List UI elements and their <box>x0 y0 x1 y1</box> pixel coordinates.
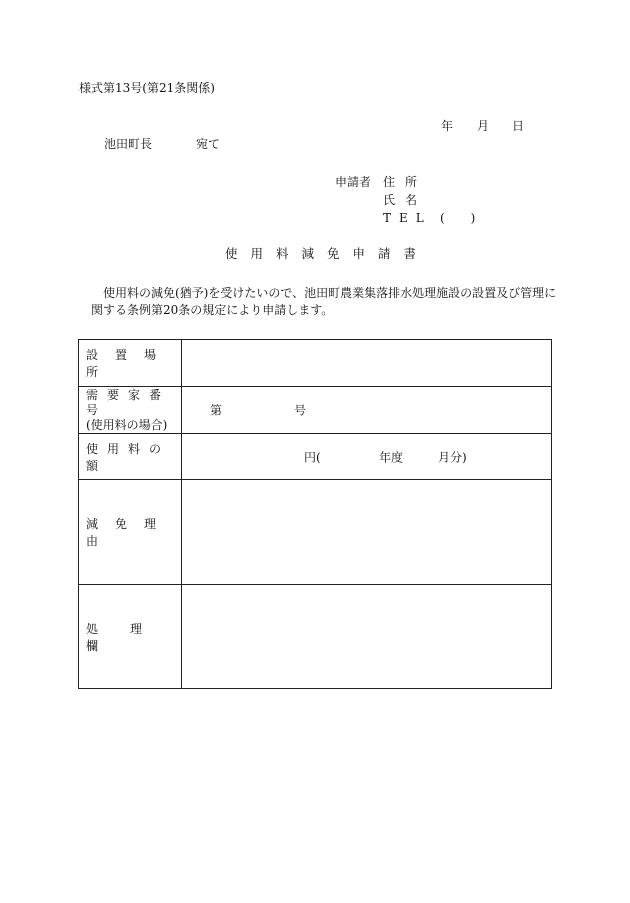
customer-number-prefix: 第 <box>210 403 223 418</box>
table-row <box>79 434 552 480</box>
addressee-suffix: 宛て <box>196 137 221 151</box>
date-day-label: 日 <box>512 119 525 133</box>
amount-value-cell[interactable] <box>182 434 552 480</box>
amount-label-cell <box>79 434 182 480</box>
table-row <box>79 585 552 689</box>
tel-label: TEL <box>383 211 432 225</box>
tel-parentheses: () <box>440 211 502 225</box>
document-title: 使用料減免申請書 <box>225 246 430 261</box>
date-year-label: 年 <box>441 119 454 133</box>
amount-fiscal-year-label: 年度 <box>379 450 404 464</box>
customer-number-label-cell <box>79 387 182 434</box>
customer-number-suffix: 号 <box>294 403 307 418</box>
location-label: 設置場所 <box>86 348 174 379</box>
location-value-cell[interactable] <box>182 340 552 387</box>
reason-label: 減免理由 <box>86 517 174 548</box>
table-row <box>79 340 552 387</box>
amount-label: 使用料の額 <box>86 441 171 473</box>
customer-number-value-cell[interactable] <box>182 387 552 434</box>
table-row <box>79 480 552 585</box>
location-label-cell <box>79 340 182 387</box>
customer-number-note: (使用料の場合) <box>86 417 168 432</box>
addressee-name: 池田町長 <box>104 137 153 151</box>
table-row <box>79 387 552 434</box>
processing-value-cell[interactable] <box>182 585 552 689</box>
processing-label: 処理欄 <box>86 621 175 653</box>
address-label: 住所 <box>383 175 428 189</box>
amount-month-label: 月分) <box>438 450 467 464</box>
applicant-label: 申請者 <box>335 175 372 189</box>
reason-value-cell[interactable] <box>182 480 552 585</box>
body-paragraph: 使用料の減免(猶予)を受けたいので、池田町農業集落排水処理施設の設置及び管理に関する条例第20条の規定により申請します。 <box>91 286 557 317</box>
reason-label-cell <box>79 480 182 585</box>
application-table <box>78 339 552 689</box>
amount-yen-label: 円( <box>304 450 321 464</box>
form-number: 様式第13号(第21条関係) <box>79 81 215 95</box>
date-month-label: 月 <box>477 119 490 133</box>
processing-label-cell <box>79 585 182 689</box>
name-label: 氏名 <box>383 193 428 207</box>
customer-number-label: 需要家番号 <box>86 387 171 417</box>
